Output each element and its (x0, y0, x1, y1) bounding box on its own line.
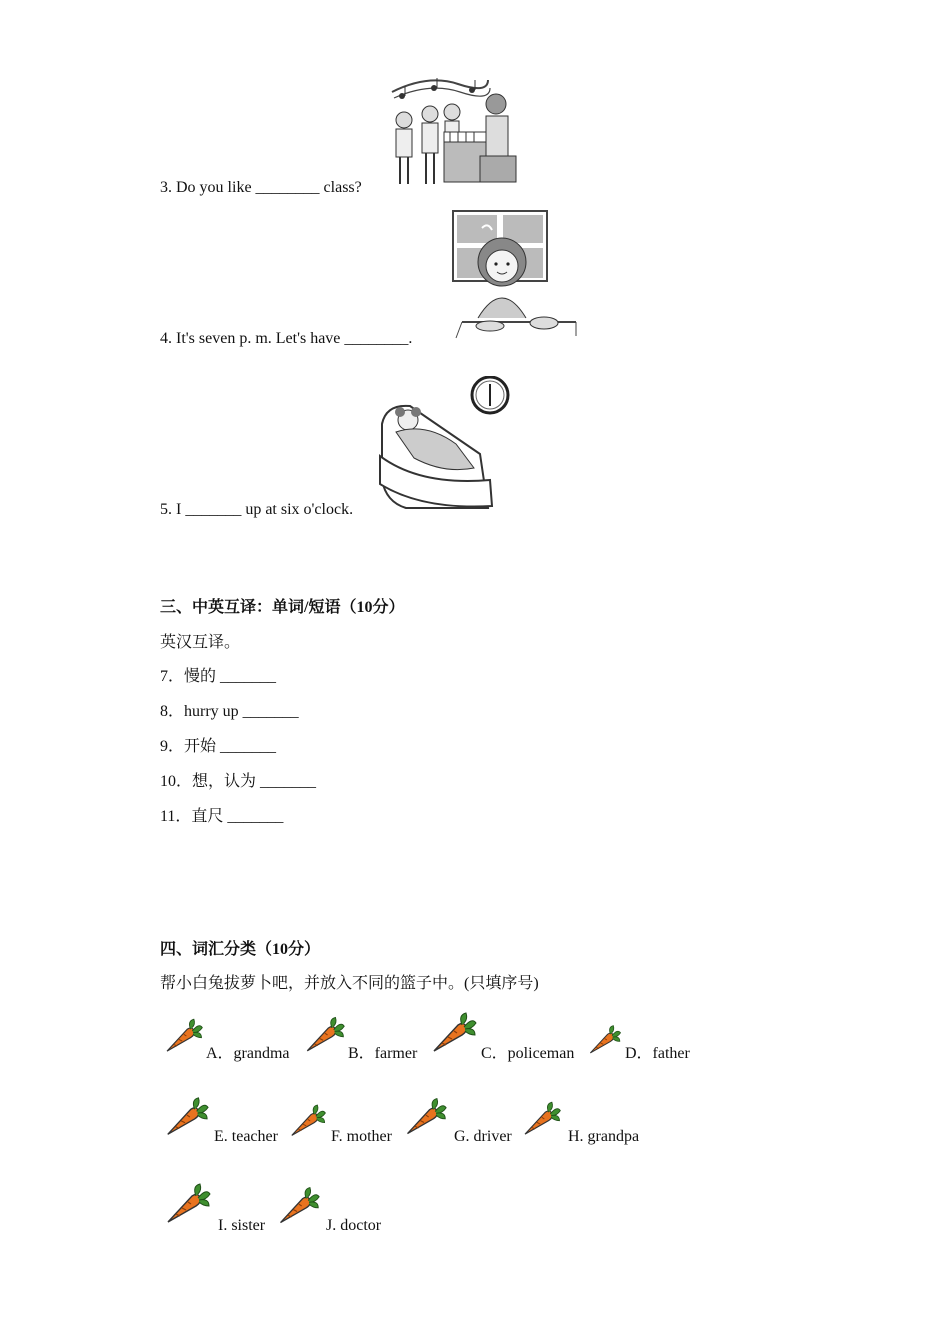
section-3-instruction: 英汉互译。 (160, 634, 241, 651)
carrot-icon (275, 1184, 321, 1228)
carrot-icon (302, 1012, 346, 1058)
word-b: B．farmer (348, 1045, 418, 1062)
translation-item-9: 9．开始 _______ (160, 738, 277, 755)
carrot-icon (162, 1094, 210, 1140)
carrot-icon (162, 1180, 212, 1228)
translation-item-7: 7．慢的 _______ (160, 668, 277, 685)
music-class-illustration (388, 74, 523, 194)
word-d: D．father (625, 1045, 690, 1062)
carrot-icon (287, 1102, 327, 1140)
carrot-icon (428, 1008, 478, 1058)
section-4-heading: 四、词汇分类（10分） (160, 941, 321, 958)
word-j: J. doctor (326, 1217, 382, 1234)
section-4-instruction: 帮小白兔拔萝卜吧，并放入不同的篮子中。(只填序号) (160, 975, 539, 992)
word-i: I. sister (218, 1217, 266, 1234)
carrot-icon (402, 1094, 448, 1140)
girl-eating-dinner-illustration (452, 210, 578, 342)
word-h: H. grandpa (568, 1128, 640, 1145)
girl-in-bed-with-clock-illustration (376, 376, 516, 510)
word-c: C．policeman (481, 1045, 575, 1062)
word-g: G. driver (454, 1128, 512, 1145)
section-3-heading: 三、中英互译：单词/短语（10分） (160, 599, 405, 616)
word-a: A．grandma (206, 1045, 290, 1062)
word-f: F. mother (331, 1128, 392, 1145)
question-3: 3. Do you like ________ class? (160, 179, 362, 196)
carrot-icon (586, 1022, 622, 1058)
question-4: 4. It's seven p. m. Let's have ________. (160, 330, 413, 347)
translation-item-10: 10．想，认为 _______ (160, 773, 317, 790)
carrot-icon (162, 1014, 204, 1058)
translation-item-11: 11．直尺 _______ (160, 808, 284, 825)
carrot-icon (520, 1098, 562, 1140)
question-5: 5. I _______ up at six o'clock. (160, 501, 354, 518)
translation-item-8: 8．hurry up _______ (160, 703, 299, 720)
word-e: E. teacher (214, 1128, 278, 1145)
